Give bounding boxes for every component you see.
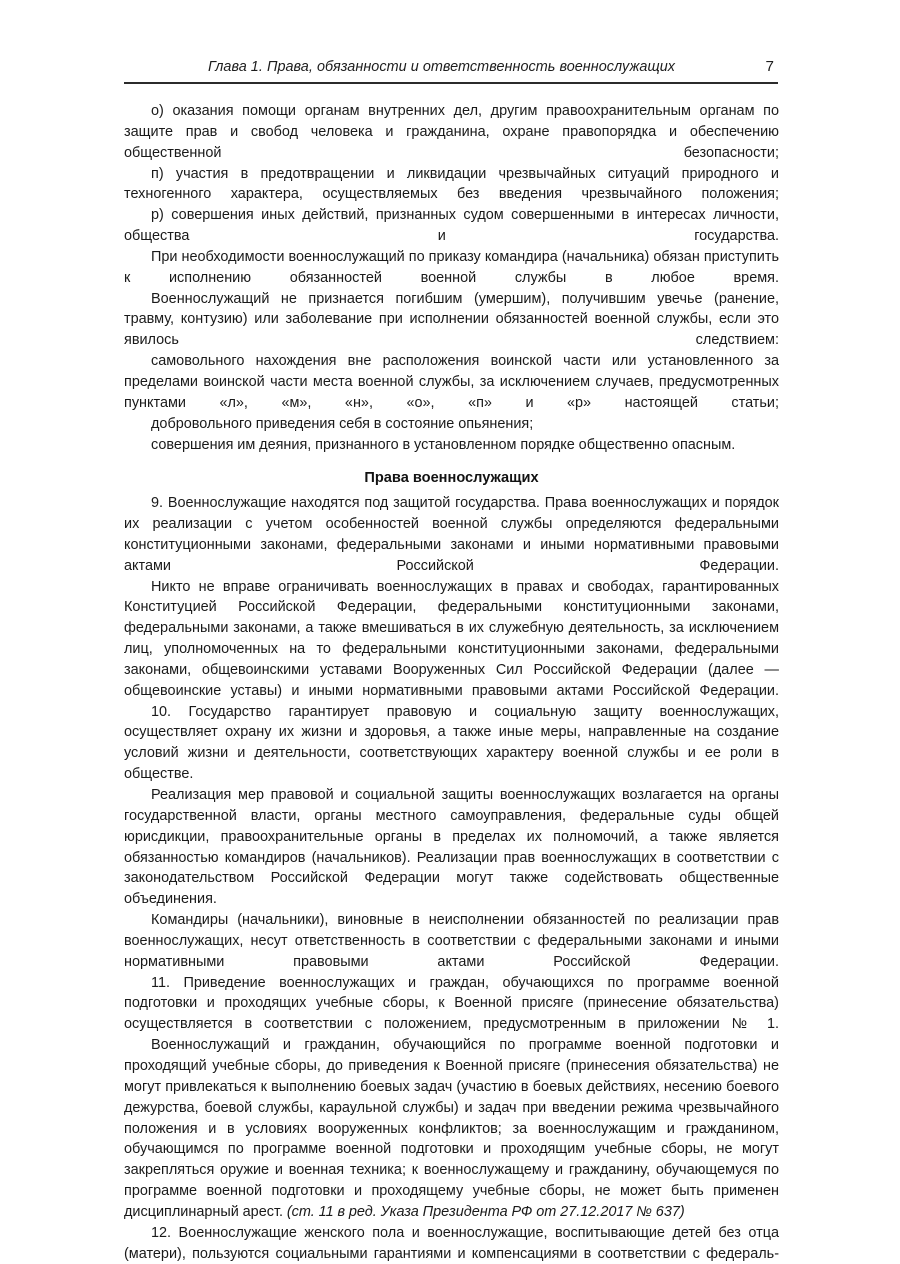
paragraph-article-11: 11. Приведение военнослужащих и граждан, обучающихся по программе военной подготовки и проходящих учебные сборы, к Военной присяге (принесение обязательства) осуществляется в соответствии с положением, предусмотренным в приложении № 1. bbox=[124, 974, 779, 1033]
page-number: 7 bbox=[765, 58, 774, 75]
body-text-block bbox=[124, 101, 779, 1264]
paragraph-commanders-liability: Командиры (начальники), виновные в неисполнении обязанностей по реализации прав военнослужащих, несут ответственность в соответствии с федеральными законами и иными нормативными правовыми актами Российской Федерации. bbox=[124, 912, 779, 970]
legal-citation: (ст. 11 в ред. Указа Президента РФ от 27.12.2017 № 637) bbox=[286, 1203, 685, 1220]
paragraph-not-recognized: Военнослужащий не признается погибшим (умершим), получившим увечье (ранение, травму, контузию) или заболевание при исполнении обязанностей военной службы, если это явилось следствием: bbox=[124, 290, 779, 349]
paragraph-duty-anytime: При необходимости военнослужащий по приказу командира (начальника) обязан приступить к исполнению обязанностей военной службы в любое время. bbox=[124, 248, 779, 286]
paragraph-item-r: р) совершения иных действий, признанных судом совершенными в интересах личности, общества и государства. bbox=[124, 207, 779, 245]
paragraph-implementation-measures: Реализация мер правовой и социальной защиты военнослужащих возлагается на органы государственной власти, органы местного самоуправления, федеральные суды общей юрисдикции, правоохранительные органы в пределах их полномочий, а также является обязанностью командиров (начальников). Реализации прав военнослужащих в соответствии с законодательством Российской Федерации могут также содействовать общественные объединения. bbox=[124, 787, 779, 908]
running-header bbox=[124, 58, 778, 75]
section-heading-rights: Права военнослужащих bbox=[364, 470, 539, 487]
paragraph-article-10: 10. Государство гарантирует правовую и социальную защиту военнослужащих, осуществляет охрану их жизни и здоровья, а также иные меры, направленные на создание условий жизни и деятельности, соответствующих характеру военной службы и ее роли в обществе. bbox=[124, 703, 779, 783]
paragraph-article-9: 9. Военнослужащие находятся под защитой государства. Права военнослужащих и порядок их реализации с учетом особенностей военной службы определяются федеральными конституционными законами, федеральными законами и иными нормативными правовыми актами Российской Федерации. bbox=[124, 495, 779, 574]
paragraph-dangerous-act: совершения им деяния, признанного в установленном порядке общественно опасным. bbox=[151, 436, 736, 453]
paragraph-before-oath bbox=[124, 1035, 779, 1223]
paragraph-before-oath-text: Военнослужащий и гражданин, обучающийся по программе военной подготовки и проходящий учебные сборы, до приведения к Военной присяге (принесения обязательства) не могут привлекаться к выполнению боевых задач (участию в боевых действиях, несению боевого дежурства, боевой службы, караульной службы) и задач при введении режима чрезвычайного положения и в условиях вооруженных конфликтов; за военнослужащим и гражданином, обучающимся по программе военной подготовки и проходящим учебные сборы, не могут закрепляться оружие и военная техника; к военнослужащему и гражданину, обучающемуся по программе военной подготовки и проходящему учебные сборы, не может быть применен дисциплинарный арест. bbox=[124, 1037, 779, 1220]
paragraph-intoxication: добровольного приведения себя в состояние опьянения; bbox=[151, 415, 534, 432]
paragraph-item-p: п) участия в предотвращении и ликвидации чрезвычайных ситуаций природного и техногенного характера, осуществляемых без введения чрезвычайного положения; bbox=[124, 165, 779, 203]
paragraph-nobody-may-limit: Никто не вправе ограничивать военнослужащих в правах и свободах, гарантированных Конституцией Российской Федерации, федеральными конституционными законами, федеральными законами, а также вмешиваться в их служебную деятельность, за исключением лиц, уполномоченных на то федеральными конституционными законами, федеральными законами, общевоинскими уставами Вооруженных Сил Российской Федерации (далее — общевоинские уставы) и иными нормативными правовыми актами Российской Федерации. bbox=[124, 578, 779, 699]
header-divider-rule bbox=[124, 82, 778, 84]
paragraph-article-12: 12. Военнослужащие женского пола и военнослужащие, воспитывающие детей без отца (матери), пользуются социальными гарантиями и компенсациями в соответствии с федераль- bbox=[124, 1224, 779, 1262]
paragraph-unauthorized-absence: самовольного нахождения вне расположения воинской части или установленного за пределами воинской части места военной службы, за исключением случаев, предусмотренных пунктами «л», «м», «н», «о», «п» и «р» настоящей статьи; bbox=[124, 353, 779, 411]
header-chapter-title: Глава 1. Права, обязанности и ответственность военнослужащих bbox=[208, 59, 676, 75]
paragraph-item-o: о) оказания помощи органам внутренних дел, другим правоохранительным органам по защите прав и свобод человека и гражданина, охране правопорядка и обеспечению общественной безопасности; bbox=[124, 103, 779, 161]
